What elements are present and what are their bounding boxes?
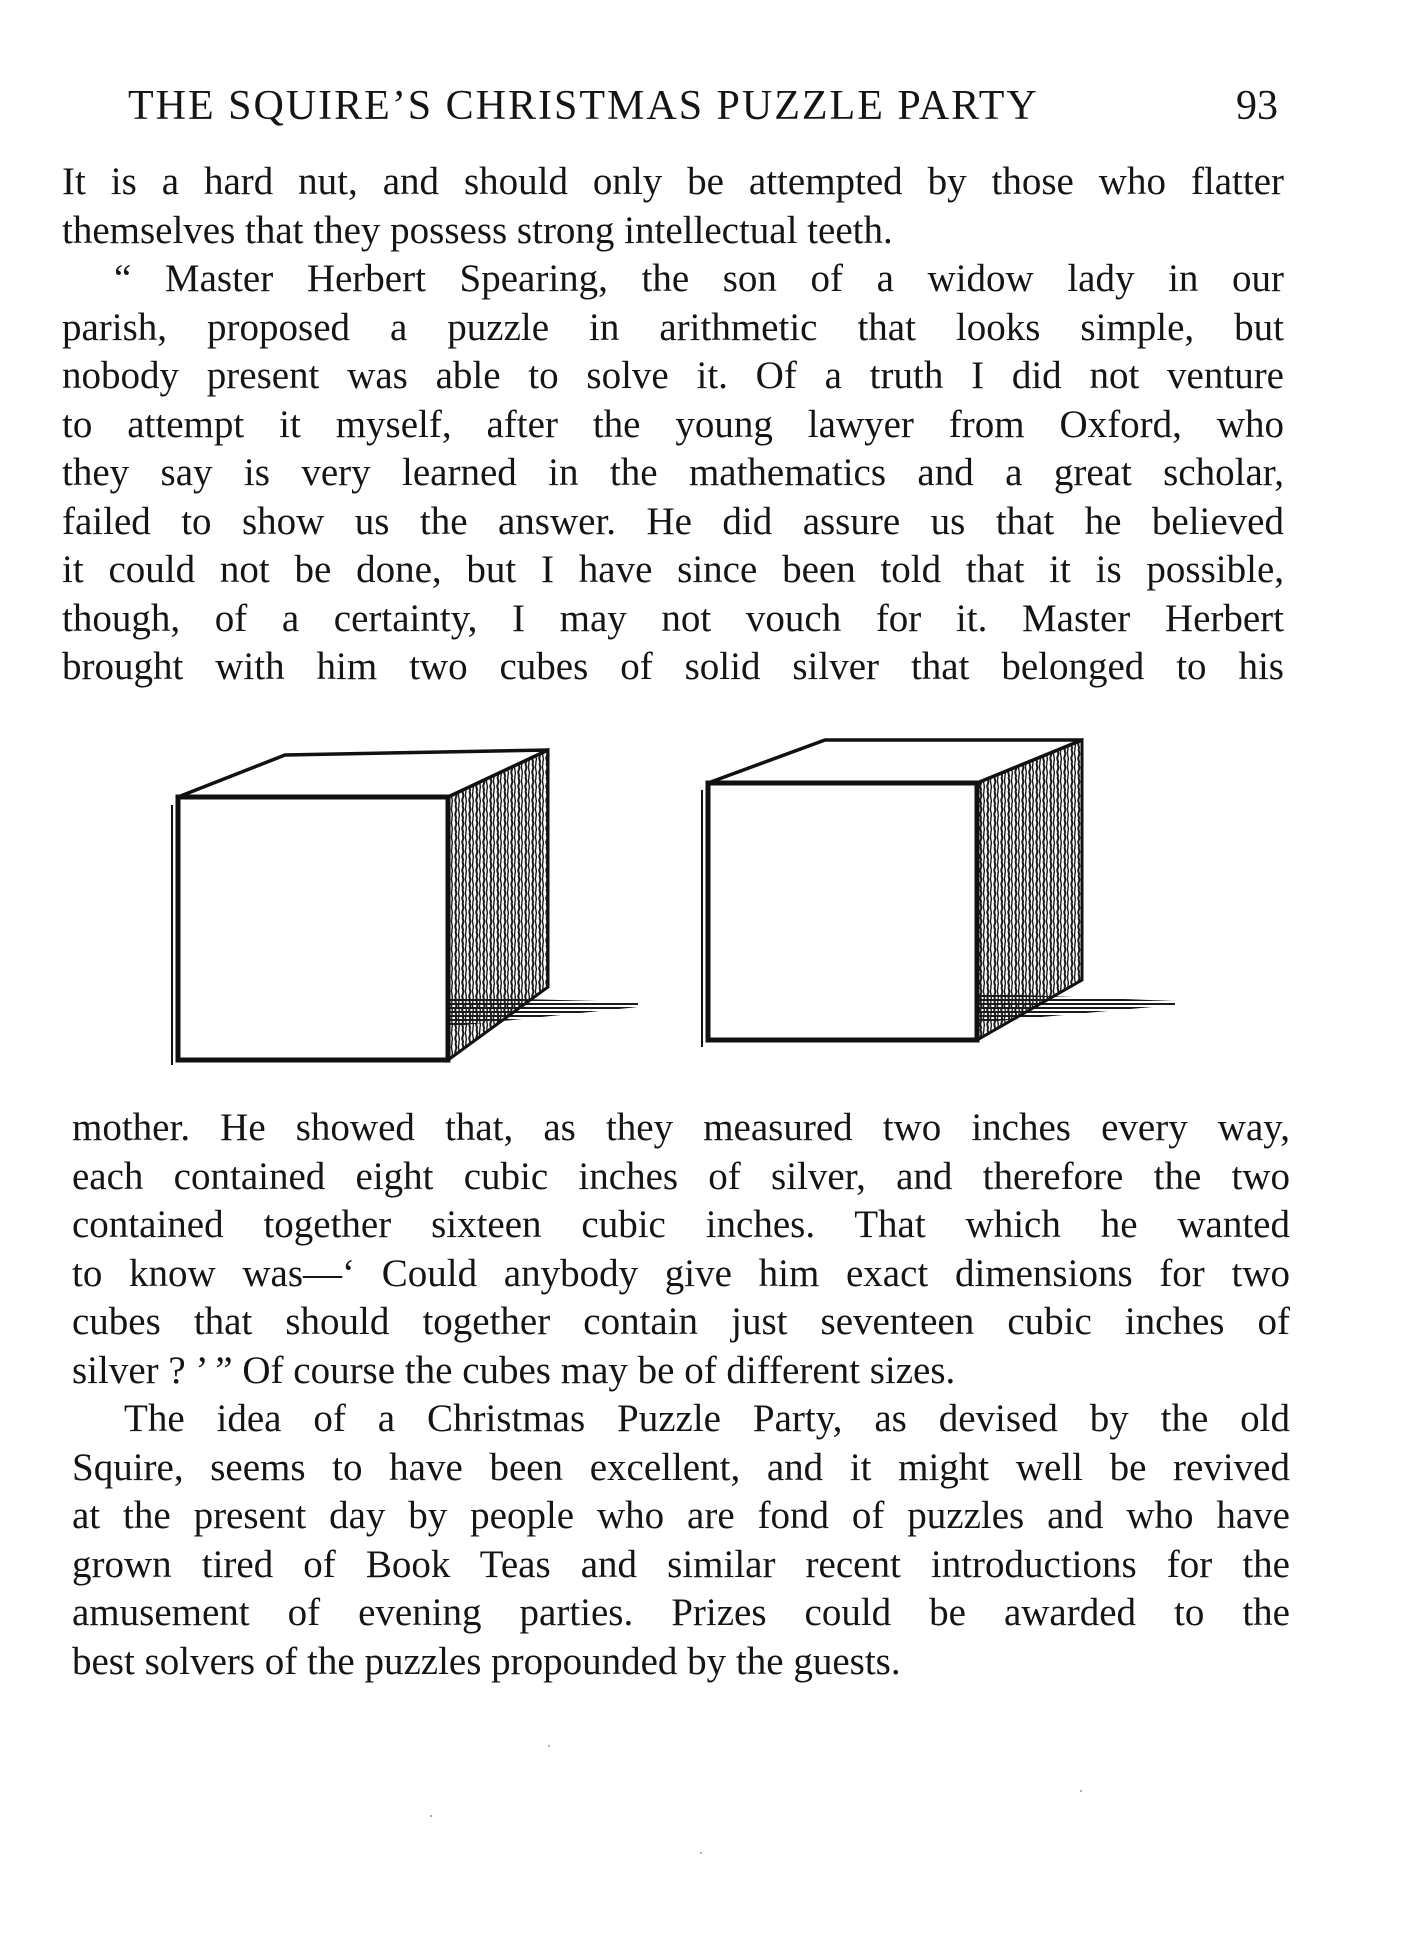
two-cubes-illustration: [160, 735, 1190, 1070]
cube-side-face: [977, 740, 1082, 1040]
cube-right: [702, 740, 1175, 1047]
paper-speck: [548, 1745, 550, 1747]
text-line: nobody present was able to solve it. Of a truth I did not venture: [62, 354, 1284, 397]
text-line: they say is very learned in the mathematics and a great scholar,: [62, 451, 1284, 494]
text-line: it could not be done, but I have since been told that it is possible,: [62, 548, 1284, 591]
text-line: “ Master Herbert Spearing, the son of a widow lady in our: [114, 257, 1284, 300]
running-head: [118, 82, 1278, 132]
text-line: The idea of a Christmas Puzzle Party, as devised by the old: [124, 1397, 1290, 1440]
text-line: each contained eight cubic inches of silver, and therefore the two: [72, 1154, 1290, 1198]
text-line: themselves that they possess strong intellectual teeth.: [62, 208, 893, 252]
paragraph-block-top: [62, 158, 1284, 692]
text-line: parish, proposed a puzzle in arithmetic that looks simple, but: [62, 305, 1284, 349]
cube-left: [172, 750, 638, 1065]
page-number: 93: [1236, 83, 1278, 129]
text-line: mother. He showed that, as they measured two inches every way,: [72, 1106, 1290, 1149]
paper-speck: [1080, 1790, 1082, 1792]
cube-front-face: [708, 783, 977, 1040]
running-title: THE SQUIRE’S CHRISTMAS PUZZLE PARTY: [128, 83, 1039, 129]
text-line: failed to show us the answer. He did assure us that he believed: [62, 499, 1284, 543]
text-line: grown tired of Book Teas and similar recent introductions for the: [72, 1542, 1290, 1586]
text-line: cubes that should together contain just seventeen cubic inches of: [72, 1300, 1290, 1343]
text-line: to attempt it myself, after the young lawyer from Oxford, who: [62, 402, 1284, 446]
paper-speck: [430, 1815, 432, 1817]
text-line: silver ? ’ ” Of course the cubes may be of different sizes.: [72, 1348, 956, 1392]
text-line: to know was—‘ Could anybody give him exact dimensions for two: [72, 1251, 1290, 1295]
text-line: It is a hard nut, and should only be attempted by those who flatter: [62, 160, 1284, 203]
text-line: at the present day by people who are fond of puzzles and who have: [72, 1494, 1290, 1537]
text-line: Squire, seems to have been excellent, and it might well be revived: [72, 1445, 1290, 1489]
text-line: though, of a certainty, I may not vouch for it. Master Herbert: [62, 596, 1284, 640]
cube-front-face: [178, 797, 448, 1060]
two-cubes-figure: [160, 735, 1190, 1070]
paragraph-block-bottom: [72, 1104, 1290, 1686]
text-line: best solvers of the puzzles propounded by the guests.: [72, 1639, 901, 1683]
text-line: brought with him two cubes of solid silver that belonged to his: [62, 645, 1284, 688]
text-line: contained together sixteen cubic inches. That which he wanted: [72, 1203, 1290, 1246]
paper-speck: [700, 1852, 702, 1854]
text-line: amusement of evening parties. Prizes could be awarded to the: [72, 1591, 1290, 1634]
